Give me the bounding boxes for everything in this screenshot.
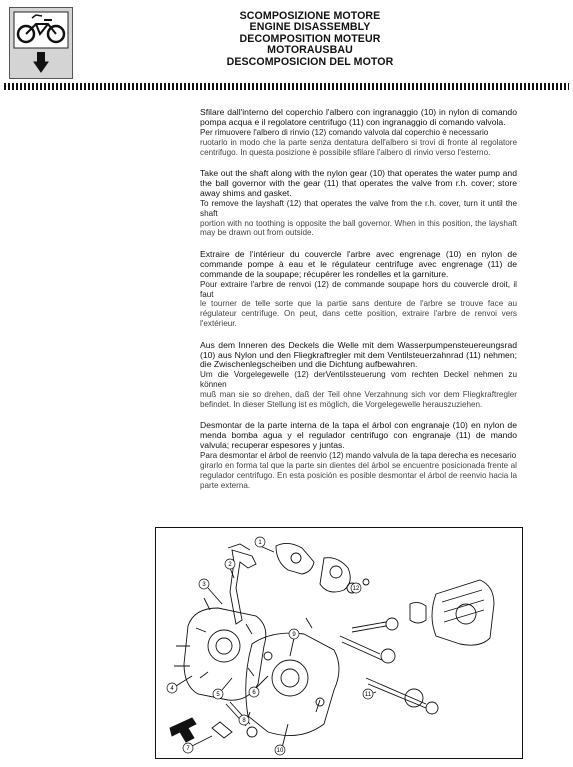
- section-detail-text: Per rimuovere l'albero di rinvio (12) comando valvola dal coperchio è necessario: [200, 127, 489, 137]
- svg-text:3: 3: [202, 582, 206, 588]
- section-main-text: Desmontar de la parte interna de la tapa el árbol con engranaje (10) en nylon de menda bomba agua y el regulador centrifugo con engranaje (11) de mando valvula; recuperar espesores y juntas.: [200, 420, 517, 451]
- section-detail-text: Um die Vorgelegewelle (12) derVentilssteuerung vom rechten Deckel nehmen zu können: [200, 370, 517, 390]
- svg-text:2: 2: [228, 562, 232, 568]
- section-english: [200, 169, 517, 238]
- svg-text:9: 9: [292, 632, 296, 638]
- svg-text:1: 1: [258, 540, 262, 546]
- section-french: [200, 250, 517, 329]
- svg-text:12: 12: [352, 586, 360, 592]
- svg-text:8: 8: [242, 718, 246, 724]
- engine-disassembly-icon: [9, 7, 73, 79]
- header-divider: [4, 83, 569, 90]
- part-callouts: [167, 537, 373, 755]
- callout-12: [351, 583, 361, 593]
- section-detail-text: girarlo en forma tal que la parte sin dientes del árbol se encuentre posicionada frente al regulador centrifugo. En esta posición es posible desmontar el árbol de reenvio hacia la parte externa.: [200, 461, 517, 490]
- svg-text:11: 11: [364, 692, 372, 698]
- title-english: ENGINE DISASSEMBLY: [249, 21, 371, 34]
- callout-1: [255, 537, 265, 547]
- section-german: [200, 341, 517, 410]
- svg-text:6: 6: [252, 690, 256, 696]
- exploded-engine-diagram: [155, 527, 523, 759]
- section-main-text: Take out the shaft along with the nylon gear (10) that operates the water pump and the ball governor with the gear (11) that operates the valve from r.h. cover; store away shims and gasket.: [200, 168, 517, 198]
- svg-text:10: 10: [276, 748, 284, 754]
- callout-10: [275, 745, 285, 755]
- section-detail-text: To remove the layshaft (12) that operates the valve from the r.h. cover, turn it until the shaft: [200, 198, 517, 218]
- callout-6: [249, 687, 259, 697]
- title-italian: SCOMPOSIZIONE MOTORE: [239, 10, 381, 22]
- section-main-text: Extraire de l'intérieur du couvercle l'arbre avec engrenage (10) en nylon de commande pompe à eau et le régulateur centrifuge avec engrenage (11) de commande de la soupape; récupérer les rondelles et la garniture.: [200, 248, 517, 279]
- callout-4: [167, 683, 177, 693]
- callout-3: [199, 579, 209, 589]
- callout-7: [183, 743, 193, 753]
- page-title-block: [180, 11, 440, 68]
- section-italian: [200, 108, 517, 158]
- title-spanish: DESCOMPOSICION DEL MOTOR: [226, 55, 394, 68]
- exploded-view-drawing: [156, 528, 523, 759]
- svg-text:4: 4: [170, 686, 174, 692]
- section-detail-text: le tourner de telle sorte que la partie sans denture de l'arbre se trouve face au régulateur centrifuge. On peut, dans cette position, extraire l'arbre de renvoi vers l'extérieur.: [200, 299, 517, 329]
- section-detail-text: ruotarlo in modo che la parte senza dentatura dell'albero si trovi di fronte al regolatore centrifugo. In questa posizione è possibile sfilare l'albero di rinvio verso l'esterno.: [200, 137, 517, 157]
- callout-9: [289, 629, 299, 639]
- section-detail-text: Para desmontar el árbol de reenvio (12) mando valvula de la tapa derecha es necesario: [200, 451, 517, 461]
- section-detail-text: portion with no toothing is opposite the ball governor. When in this position, the layshaft may be drawn out from outside.: [200, 218, 517, 238]
- section-spanish: [200, 421, 517, 490]
- section-detail-text: muß man sie so drehen, daß der Teil ohne Verzahnung sich vor dem Fliegkraftregler befindet. In dieser Stellung ist es möglich, die Vorgelegewelle herauszuziehen.: [200, 390, 517, 410]
- svg-text:7: 7: [186, 746, 190, 752]
- section-detail-text: Pour extraire l'arbre de renvoi (12) de commande soupape hors du couvercle droit, il faut: [200, 279, 517, 299]
- svg-text:5: 5: [216, 692, 220, 698]
- callout-2: [225, 559, 235, 569]
- instructions-body: [200, 108, 517, 502]
- title-french: DECOMPOSITION MOTEUR: [239, 32, 381, 45]
- callout-11: [363, 689, 373, 699]
- section-main-text: Aus dem Inneren des Deckels die Welle mit dem Wasserpumpensteuereungsrad (10) aus Nylon und den Fliegkraftregler mit dem Ventilsteuerzahnrad (11) nehmen; die Zwischenlegscheiben und die Dichtung aufbewahren.: [200, 339, 517, 370]
- callout-8: [239, 715, 249, 725]
- section-main-text: Sfilare dall'interno del coperchio l'albero con ingranaggio (10) in nylon di comando pompa acqua e il regolatore centrifugo (11) con ingranaggio di comando valvola.: [200, 107, 517, 127]
- title-german: MOTORAUSBAU: [267, 44, 353, 57]
- callout-5: [213, 689, 223, 699]
